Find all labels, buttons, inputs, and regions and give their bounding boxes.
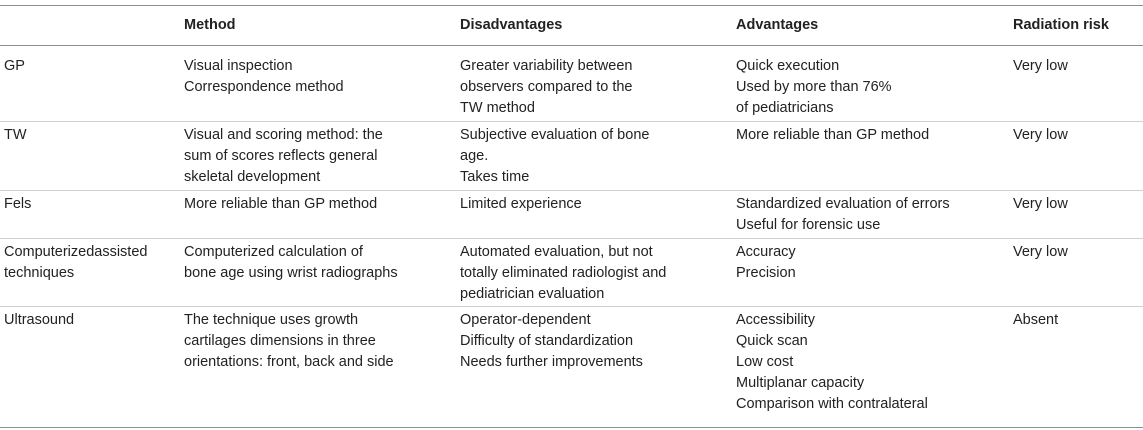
cell-line: Visual inspection bbox=[184, 58, 293, 74]
header-disadvantages: Disadvantages bbox=[460, 17, 563, 33]
cell-advantages bbox=[736, 56, 892, 119]
table-bottom-rule bbox=[0, 427, 1143, 428]
cell-line: Standardized evaluation of errors bbox=[736, 196, 950, 212]
cell-name bbox=[4, 125, 27, 146]
cell-radiation-risk bbox=[1013, 56, 1068, 77]
cell-line: totally eliminated radiologist and bbox=[460, 265, 667, 281]
cell-method bbox=[184, 194, 377, 215]
cell-line: Precision bbox=[736, 265, 796, 281]
cell-line: Multiplanar capacity bbox=[736, 375, 865, 391]
cell-advantages bbox=[736, 125, 929, 146]
cell-line: Quick scan bbox=[736, 333, 808, 349]
cell-line: Automated evaluation, but not bbox=[460, 244, 653, 260]
cell-line: Difficulty of standardization bbox=[460, 333, 634, 349]
cell-disadvantages bbox=[460, 194, 582, 215]
cell-line: Very low bbox=[1013, 58, 1068, 74]
cell-line: Useful for forensic use bbox=[736, 217, 881, 233]
cell-line: Very low bbox=[1013, 196, 1068, 212]
cell-name bbox=[4, 310, 74, 331]
cell-line: of pediatricians bbox=[736, 100, 834, 116]
cell-line: Low cost bbox=[736, 354, 794, 370]
cell-line: age. bbox=[460, 148, 489, 164]
cell-line: Needs further improvements bbox=[460, 354, 643, 370]
cell-line: Subjective evaluation of bone bbox=[460, 127, 650, 143]
cell-disadvantages bbox=[460, 125, 649, 188]
cell-advantages bbox=[736, 242, 796, 284]
cell-line: sum of scores reflects general bbox=[184, 148, 378, 164]
cell-line: More reliable than GP method bbox=[184, 196, 378, 212]
cell-line: pediatrician evaluation bbox=[460, 286, 605, 302]
row-separator bbox=[0, 121, 1143, 122]
cell-line: Accessibility bbox=[736, 312, 815, 328]
cell-line: Very low bbox=[1013, 244, 1068, 260]
table-top-rule bbox=[0, 5, 1143, 6]
cell-line: Comparison with contralateral bbox=[736, 396, 928, 412]
cell-name bbox=[4, 242, 147, 284]
cell-advantages bbox=[736, 194, 950, 236]
cell-line: Very low bbox=[1013, 127, 1068, 143]
cell-line: Correspondence method bbox=[184, 79, 344, 95]
cell-line: Quick execution bbox=[736, 58, 840, 74]
cell-line: orientations: front, back and side bbox=[184, 354, 394, 370]
cell-disadvantages bbox=[460, 242, 666, 305]
cell-radiation-risk bbox=[1013, 125, 1068, 146]
cell-method bbox=[184, 242, 398, 284]
row-separator bbox=[0, 238, 1143, 239]
cell-line: TW bbox=[4, 127, 27, 143]
header-rule bbox=[0, 45, 1143, 46]
cell-line: techniques bbox=[4, 265, 75, 281]
header-method: Method bbox=[184, 17, 236, 33]
row-separator bbox=[0, 306, 1143, 307]
header-radiation-risk: Radiation risk bbox=[1013, 17, 1109, 33]
cell-line: More reliable than GP method bbox=[736, 127, 930, 143]
cell-disadvantages bbox=[460, 310, 643, 373]
cell-name bbox=[4, 56, 25, 77]
cell-method bbox=[184, 56, 344, 98]
cell-method bbox=[184, 125, 383, 188]
cell-line: Operator-dependent bbox=[460, 312, 591, 328]
cell-disadvantages bbox=[460, 56, 632, 119]
cell-method bbox=[184, 310, 394, 373]
cell-line: Computerizedassisted bbox=[4, 244, 148, 260]
cell-line: Fels bbox=[4, 196, 32, 212]
cell-line: Used by more than 76% bbox=[736, 79, 892, 95]
cell-radiation-risk bbox=[1013, 242, 1068, 263]
cell-line: Ultrasound bbox=[4, 312, 75, 328]
cell-line: Computerized calculation of bbox=[184, 244, 363, 260]
cell-line: Absent bbox=[1013, 312, 1059, 328]
cell-radiation-risk bbox=[1013, 310, 1058, 331]
header-advantages: Advantages bbox=[736, 17, 819, 33]
cell-line: TW method bbox=[460, 100, 535, 116]
cell-name bbox=[4, 194, 31, 215]
cell-line: Takes time bbox=[460, 169, 530, 185]
cell-line: GP bbox=[4, 58, 25, 74]
cell-line: Limited experience bbox=[460, 196, 582, 212]
cell-line: Greater variability between bbox=[460, 58, 633, 74]
cell-line: skeletal development bbox=[184, 169, 321, 185]
cell-advantages bbox=[736, 310, 928, 415]
cell-line: cartilages dimensions in three bbox=[184, 333, 376, 349]
cell-line: Visual and scoring method: the bbox=[184, 127, 383, 143]
cell-line: bone age using wrist radiographs bbox=[184, 265, 398, 281]
cell-line: observers compared to the bbox=[460, 79, 633, 95]
cell-radiation-risk bbox=[1013, 194, 1068, 215]
row-separator bbox=[0, 190, 1143, 191]
cell-line: The technique uses growth bbox=[184, 312, 359, 328]
cell-line: Accuracy bbox=[736, 244, 796, 260]
